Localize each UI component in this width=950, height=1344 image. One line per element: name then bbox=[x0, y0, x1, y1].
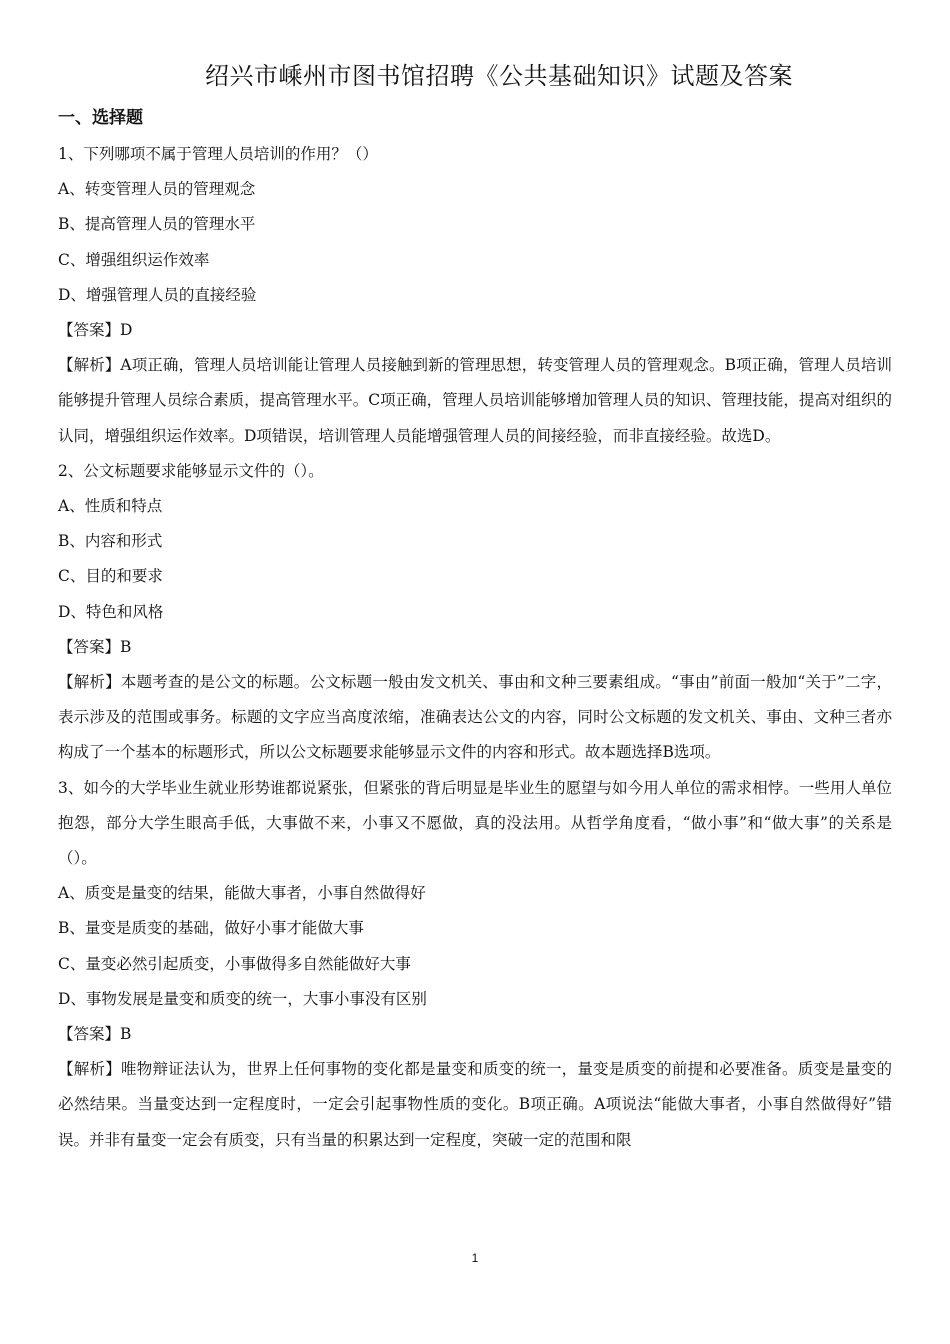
option-c: C、增强组织运作效率 bbox=[58, 250, 210, 269]
option-d: D、增强管理人员的直接经验 bbox=[58, 285, 257, 304]
option-b: B、量变是质变的基础，做好小事才能做大事 bbox=[58, 919, 364, 938]
analysis: 【解析】唯物辩证法认为，世界上任何事物的变化都是量变和质变的统一，量变是质变的前提和必要准备。质变是量变的必然结果。当量变达到一定程度时，一定会引起事物性质的变化。B项正确。A项说法“能做大事者，小事自然做得好”错误。并非有量变一定会有质变，只有当量的积累达到一定程度，突破一定的范围和限 bbox=[58, 1060, 892, 1149]
option-d: D、事物发展是量变和质变的统一，大事小事没有区别 bbox=[58, 989, 427, 1008]
option-a: A、转变管理人员的管理观念 bbox=[58, 180, 256, 199]
option-b: B、内容和形式 bbox=[58, 532, 163, 551]
option-c: C、目的和要求 bbox=[58, 567, 163, 586]
question-stem: 2、公文标题要求能够显示文件的（）。 bbox=[58, 461, 324, 480]
option-d: D、特色和风格 bbox=[58, 602, 164, 621]
answer: 【答案】B bbox=[58, 1025, 132, 1044]
question-stem: 3、如今的大学毕业生就业形势谁都说紧张，但紧张的背后明显是毕业生的愿望与如今用人单位的需求相悖。一些用人单位抱怨，部分大学生眼高手低，大事做不来，小事又不愿做，真的没法用。从哲学角度看，“做小事”和“做大事”的关系是（）。 bbox=[58, 778, 892, 868]
question-stem: 1、下列哪项不属于管理人员培训的作用？（） bbox=[58, 145, 378, 163]
analysis: 【解析】本题考查的是公文的标题。公文标题一般由发文机关、事由和文种三要素组成。“事由”前面一般加“关于”二字，表示涉及的范围或事务。标题的文字应当高度浓缩，准确表达公文的内容，同时公文标题的发文机关、事由、文种三者亦构成了一个基本的标题形式，所以公文标题要求能够显示文件的内容和形式。故本题选择B选项。 bbox=[58, 673, 892, 762]
option-a: A、性质和特点 bbox=[58, 497, 163, 516]
option-b: B、提高管理人员的管理水平 bbox=[58, 215, 256, 234]
option-c: C、量变必然引起质变，小事做得多自然能做好大事 bbox=[58, 954, 411, 973]
page-number: 1 bbox=[471, 1251, 479, 1265]
analysis: 【解析】A项正确，管理人员培训能让管理人员接触到新的管理思想，转变管理人员的管理观念。B项正确，管理人员培训能够提升管理人员综合素质，提高管理水平。C项正确，管理人员培训能够增加管理人员的知识、管理技能，提高对组织的认同，增强组织运作效率。D项错误，培训管理人员能增强管理人员的间接经验，而非直接经验。故选D。 bbox=[58, 356, 892, 445]
answer: 【答案】B bbox=[58, 637, 132, 656]
option-a: A、质变是量变的结果，能做大事者，小事自然做得好 bbox=[58, 884, 426, 903]
section-heading: 一、选择题 bbox=[58, 108, 143, 128]
answer: 【答案】D bbox=[58, 321, 133, 340]
question-list bbox=[58, 137, 892, 1158]
document-title: 绍兴市嵊州市图书馆招聘《公共基础知识》试题及答案 bbox=[205, 62, 793, 90]
